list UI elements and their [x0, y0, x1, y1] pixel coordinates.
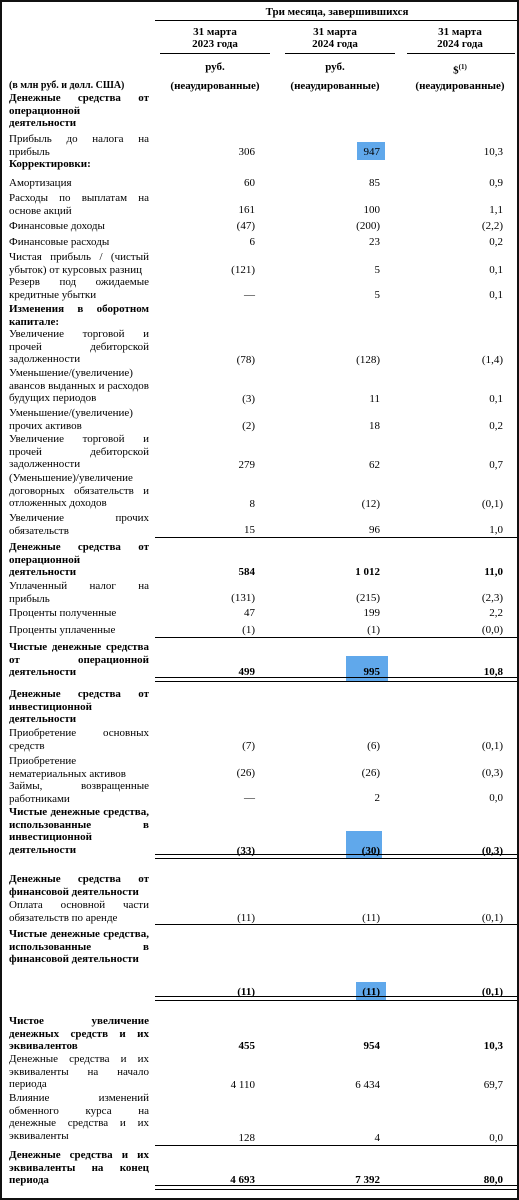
row-value: (11): [237, 986, 255, 998]
row-value: (1): [242, 624, 255, 636]
row-value: (0,0): [481, 624, 503, 636]
row-value: (30): [361, 845, 380, 857]
row-value: (200): [356, 220, 380, 232]
row-value: (26): [361, 767, 380, 779]
row-label: Денежные средства от инвестиционной деятельности: [9, 688, 149, 725]
col3-audit: (неаудированные): [415, 80, 505, 92]
row-value: 60: [244, 177, 255, 189]
rule-operating-interest: [155, 637, 517, 638]
row-value: (0,3): [481, 845, 503, 857]
col1-unit: руб.: [205, 61, 225, 73]
row-value: 15: [244, 524, 255, 536]
row-value: (0,1): [481, 740, 503, 752]
row-value: (6): [367, 740, 380, 752]
row-value: 10,3: [483, 146, 503, 158]
col1-rule: [160, 53, 270, 54]
row-value: 5: [374, 289, 380, 301]
col3-date: 31 марта: [438, 26, 482, 38]
row-label: Изменения в оборотном капитале:: [9, 303, 149, 328]
row-label: Прибыль до налога на прибыль: [9, 133, 149, 158]
col2-year: 2024 года: [312, 38, 358, 50]
row-value: 4 693: [230, 1174, 255, 1186]
row-value: 954: [363, 1040, 380, 1052]
row-label: Оплата основной части обязательств по аренде: [9, 899, 149, 924]
row-value: (26): [236, 767, 255, 779]
units-note: (в млн руб. и долл. США): [9, 80, 125, 91]
row-value: 100: [363, 204, 380, 216]
row-value: 1,0: [489, 524, 503, 536]
col2-date: 31 марта: [313, 26, 357, 38]
row-value: 4: [374, 1132, 380, 1144]
row-value: 0,0: [489, 1132, 503, 1144]
row-value: 4 110: [230, 1079, 255, 1091]
row-label: Резерв под ожидаемые кредитные убытки: [9, 276, 149, 301]
row-label: (Уменьшение)/увеличение договорных обязательств и отложенных доходов: [9, 472, 149, 509]
row-value: 128: [238, 1132, 255, 1144]
row-value: (11): [237, 912, 255, 924]
row-label: Денежные средства от операционной деятельности: [9, 541, 149, 578]
header-rule: [155, 20, 517, 21]
row-label: Увеличение торговой и прочей дебиторской задолженности: [9, 433, 149, 470]
row-value: (78): [236, 354, 255, 366]
row-value: 2,2: [489, 607, 503, 619]
row-value: 0,7: [489, 459, 503, 471]
row-label: Увеличение торговой и прочей дебиторской задолженности: [9, 328, 149, 365]
row-value: 7 392: [355, 1174, 380, 1186]
row-value: 11,0: [484, 566, 503, 578]
row-label: Чистое увеличение денежных средств и их эквивалентов: [9, 1015, 149, 1052]
row-value: 584: [238, 566, 255, 578]
row-value: 62: [369, 459, 380, 471]
row-value: 47: [244, 607, 255, 619]
row-value: (215): [356, 592, 380, 604]
row-label: Денежные средства и их эквиваленты на начало периода: [9, 1053, 149, 1090]
row-label: Корректировки:: [9, 158, 91, 170]
row-value: (3): [242, 393, 255, 405]
row-label: Приобретение основных средств: [9, 727, 149, 752]
row-label: Денежные средства от финансовой деятельности: [9, 873, 149, 898]
row-value: (12): [361, 498, 380, 510]
row-value: (7): [242, 740, 255, 752]
rule-operating-subtotal: [155, 537, 517, 538]
row-value: 18: [369, 420, 380, 432]
row-value: 2: [374, 792, 380, 804]
row-value: 11: [369, 393, 380, 405]
row-value: 80,0: [483, 1174, 503, 1186]
rule-fx-effect: [155, 1145, 517, 1146]
row-value: 10,8: [483, 666, 503, 678]
row-value: 69,7: [483, 1079, 503, 1091]
row-value: 0,2: [489, 420, 503, 432]
row-value: 0,0: [489, 792, 503, 804]
row-value: (0,1): [481, 986, 503, 998]
col2-unit: руб.: [325, 61, 345, 73]
row-value: 306: [238, 146, 255, 158]
row-label: Амортизация: [9, 177, 72, 189]
row-value: (11): [362, 986, 380, 998]
row-label: Финансовые расходы: [9, 236, 110, 248]
row-value: 279: [238, 459, 255, 471]
row-value: (2,2): [481, 220, 503, 232]
row-value: 0,1: [489, 289, 503, 301]
row-value: 947: [363, 146, 380, 158]
row-label: Чистые денежные средства, использованные в финансовой деятельности: [9, 928, 149, 965]
row-value: 199: [363, 607, 380, 619]
row-value: 499: [238, 666, 255, 678]
row-value: 0,1: [489, 264, 503, 276]
row-value: —: [244, 792, 255, 804]
row-label: Чистые денежные средства от операционной деятельности: [9, 641, 149, 678]
row-label: Уменьшение/(увеличение) прочих активов: [9, 407, 133, 432]
row-value: 85: [369, 177, 380, 189]
row-value: 1,1: [489, 204, 503, 216]
row-value: —: [244, 289, 255, 301]
row-label: Проценты полученные: [9, 607, 117, 619]
row-value: (121): [231, 264, 255, 276]
row-label: Займы, возвращенные работниками: [9, 780, 149, 805]
row-value: (131): [231, 592, 255, 604]
col2-rule: [285, 53, 395, 54]
row-value: 995: [363, 666, 380, 678]
col1-audit: (неаудированные): [170, 80, 260, 92]
row-value: (128): [356, 354, 380, 366]
row-value: (0,3): [481, 767, 503, 779]
col3-year: 2024 года: [437, 38, 483, 50]
row-label: Влияние изменений обменного курса на денежные средства и их эквиваленты: [9, 1092, 149, 1142]
row-value: 5: [374, 264, 380, 276]
row-label: Денежные средства от операционной деятельности: [9, 92, 149, 129]
period-heading: Три месяца, завершившихся: [265, 6, 409, 18]
row-label: Чистые денежные средства, использованные в инвестиционной деятельности: [9, 806, 149, 856]
row-label: Чистая прибыль / (чистый убыток) от курсовых разниц: [9, 251, 149, 276]
row-value: (2): [242, 420, 255, 432]
row-label: Денежные средства и их эквиваленты на конец периода: [9, 1149, 149, 1186]
row-value: 1 012: [355, 566, 380, 578]
col1-date: 31 марта: [193, 26, 237, 38]
row-value: (11): [362, 912, 380, 924]
row-value: 0,2: [489, 236, 503, 248]
row-value: (47): [236, 220, 255, 232]
row-value: 455: [238, 1040, 255, 1052]
row-value: 6 434: [355, 1079, 380, 1091]
row-value: 161: [238, 204, 255, 216]
row-value: (2,3): [481, 592, 503, 604]
row-label: Проценты уплаченные: [9, 624, 116, 636]
row-label: Финансовые доходы: [9, 220, 105, 232]
row-value: (0,1): [481, 912, 503, 924]
row-label: Уменьшение/(увеличение) авансов выданных и расходов будущих периодов: [9, 367, 149, 404]
row-label: Увеличение прочих обязательств: [9, 512, 149, 537]
row-value: 10,3: [483, 1040, 503, 1052]
row-value: 8: [249, 498, 255, 510]
row-label: Приобретение нематериальных активов: [9, 755, 126, 780]
row-value: 96: [369, 524, 380, 536]
row-value: 0,1: [489, 393, 503, 405]
row-value: (1): [367, 624, 380, 636]
row-value: (1,4): [481, 354, 503, 366]
row-label: Уплаченный налог на прибыль: [9, 580, 149, 605]
col1-year: 2023 года: [192, 38, 238, 50]
row-value: 23: [369, 236, 380, 248]
row-value: (0,1): [481, 498, 503, 510]
row-value: 6: [249, 236, 255, 248]
col2-audit: (неаудированные): [290, 80, 380, 92]
row-label: Расходы по выплатам на основе акций: [9, 192, 149, 217]
row-value: 0,9: [489, 177, 503, 189]
row-value: (33): [236, 845, 255, 857]
col3-unit: \$$^{(1)}$: [453, 63, 467, 77]
col3-rule: [407, 53, 515, 54]
